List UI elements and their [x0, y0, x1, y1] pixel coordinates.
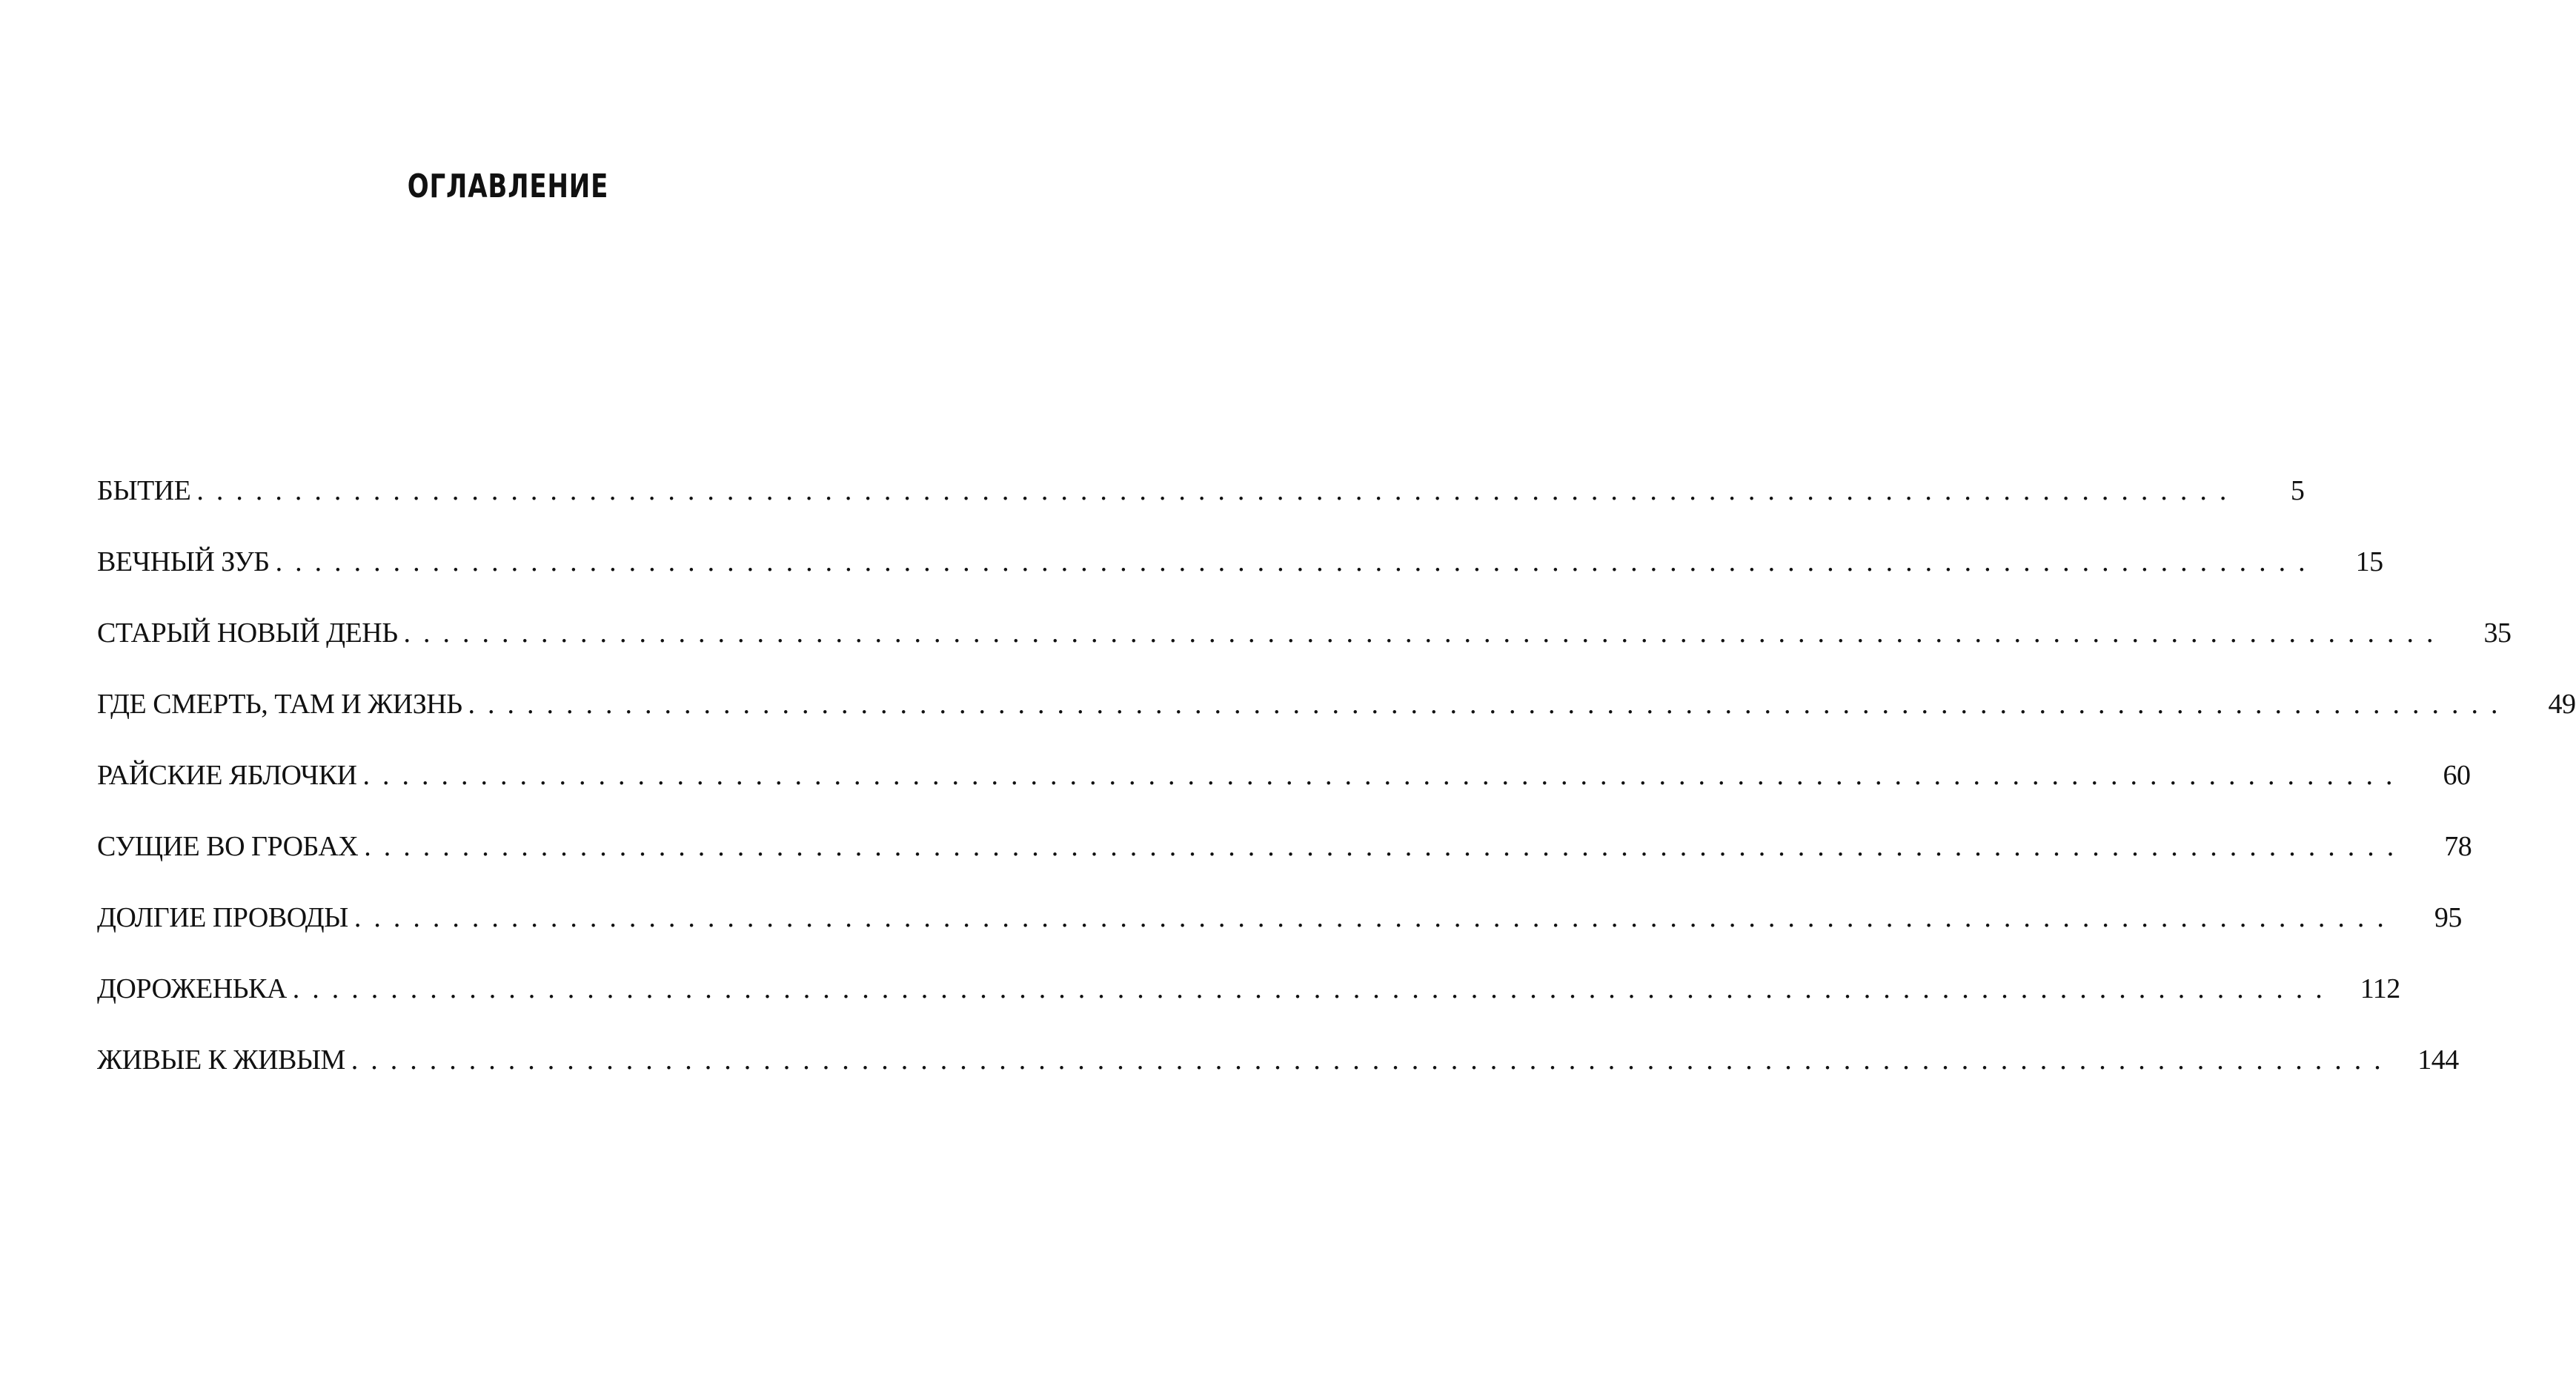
toc-entry [97, 540, 2383, 611]
toc-entry-title: ДОРОЖЕНЬКА [97, 973, 287, 1004]
toc-page-number: 5 [2290, 475, 2305, 506]
toc-entry [97, 967, 2400, 1038]
toc-page-number: 112 [2360, 973, 2400, 1004]
toc-entry [97, 468, 2305, 540]
dot-leader: ........................................................................................................ [364, 831, 2407, 862]
toc-entry [97, 895, 2462, 967]
toc-entry-title: РАЙСКИЕ ЯБЛОЧКИ [97, 760, 357, 791]
toc-entry [97, 824, 2472, 895]
toc-page-number: 15 [2355, 546, 2383, 577]
toc-page-number: 78 [2444, 831, 2472, 862]
dot-leader: ........................................................................................................ [353, 902, 2397, 933]
toc-entry-title: ЖИВЫЕ К ЖИВЫМ [97, 1044, 345, 1076]
toc-entry [97, 753, 2471, 824]
toc-entry [97, 682, 2576, 753]
toc-entry-title: СУЩИЕ ВО ГРОБАХ [97, 831, 359, 862]
dot-leader: ........................................................................................................ [362, 760, 2406, 791]
toc-page-number: 60 [2443, 760, 2471, 791]
dot-leader: ........................................................................................................ [351, 1044, 2394, 1076]
toc-entry [97, 611, 2512, 682]
toc-entry-title: БЫТИЕ [97, 475, 191, 506]
toc-entry [97, 1038, 2459, 1109]
dot-leader: ........................................................................................................ [468, 689, 2511, 720]
toc-entry-title: ГДЕ СМЕРТЬ, ТАМ И ЖИЗНЬ [97, 689, 462, 720]
page-title: ОГЛАВЛЕНИЕ [407, 168, 609, 205]
toc-page-number: 95 [2434, 902, 2462, 933]
dot-leader: ........................................................................................................ [292, 973, 2335, 1004]
toc-page-number: 144 [2417, 1044, 2459, 1076]
toc-entry-title: СТАРЫЙ НОВЫЙ ДЕНЬ [97, 617, 398, 649]
toc-page-number: 35 [2483, 617, 2512, 649]
dot-leader: ........................................................................................................ [275, 546, 2318, 577]
toc-page-number: 49 [2548, 689, 2576, 720]
toc-entry-title: ДОЛГИЕ ПРОВОДЫ [97, 902, 348, 933]
toc-entry-title: ВЕЧНЫЙ ЗУБ [97, 546, 270, 577]
dot-leader: ........................................................................................................ [196, 475, 2240, 506]
dot-leader: ........................................................................................................ [403, 617, 2446, 649]
table-of-contents [97, 468, 2576, 1109]
